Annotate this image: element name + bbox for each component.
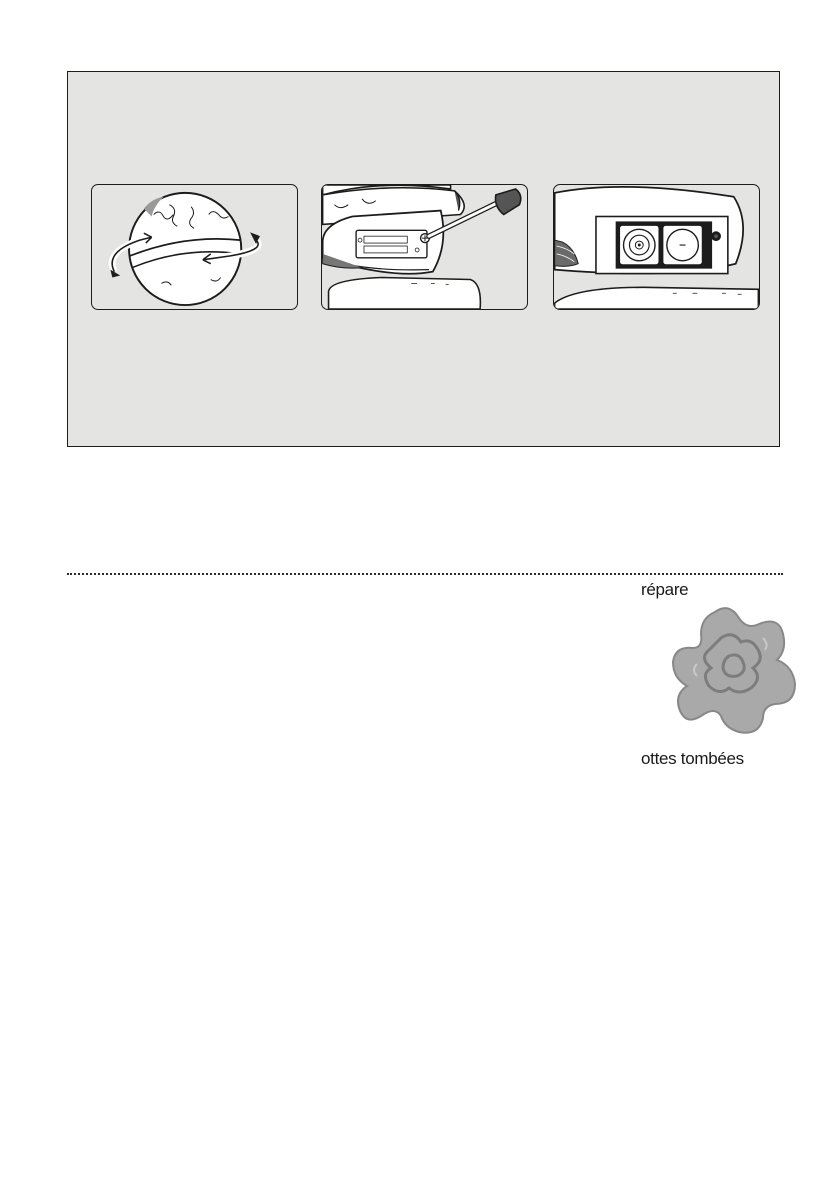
step-panel-unscrew [321, 184, 528, 310]
dotted-divider [67, 573, 783, 575]
splash-blob-icon [667, 604, 800, 737]
instruction-box [67, 71, 780, 447]
side-label-bottom: ottes tombées [641, 749, 744, 768]
screwdriver-battery-cover-icon [322, 185, 527, 309]
side-label-top: répare [641, 580, 689, 599]
step-panel-batteries [553, 184, 760, 310]
step-panel-twist [91, 184, 298, 310]
battery-compartment-icon [554, 185, 759, 309]
twist-open-globe-icon [92, 185, 297, 309]
